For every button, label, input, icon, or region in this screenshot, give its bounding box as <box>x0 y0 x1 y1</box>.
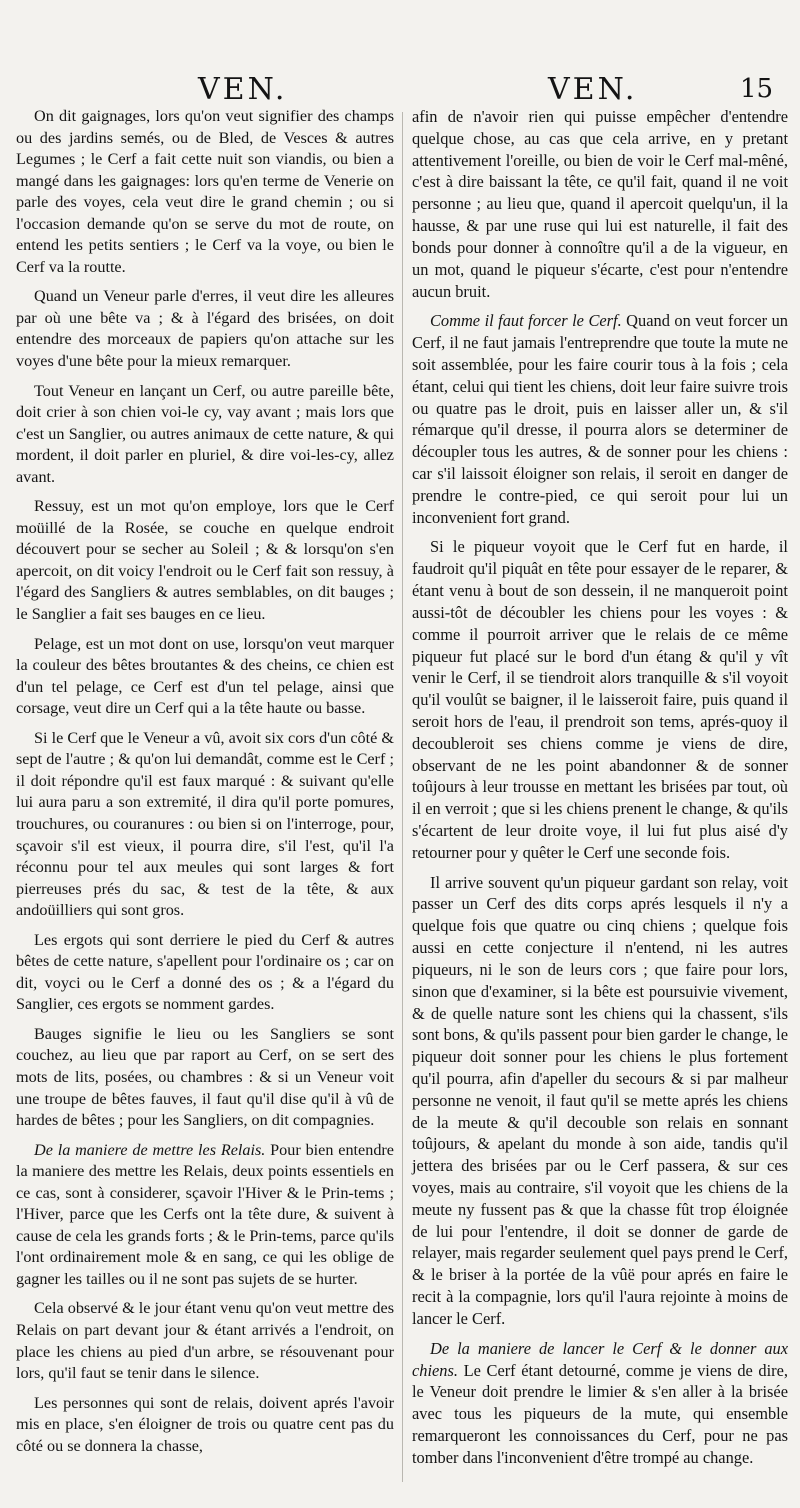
paragraph: Cela observé & le jour étant venu qu'on veut mettre des Relais on part devant jour & étant arrivés a l'endroit, on place les chiens au pied d'un arbre, se résouvenant pour lors, qu'il faut se tenir dans le silence. <box>16 1299 394 1383</box>
paragraph-forcer: Comme il faut forcer le Cerf. Quand on veut forcer un Cerf, il ne faut jamais l'entreprendre que toute la mute ne soit assemblée, pour les faire courir tous à la fois ; cela étant, celui qui tient les chiens, doit leur faire suivre trois ou quatre pas le droit, puis en laisser aller un, & s'il rémarque qu'il dresse, il pourra alors se determiner de découpler tous les autres, & de sonner pour les chiens : car s'il laissoit éloigner son relais, il seroit en danger de prendre le contre-pied, ce qui seroit pour lui un inconvenient fort grand. <box>412 311 788 527</box>
right-running-head: VEN. <box>548 72 638 107</box>
paragraph: Si le Cerf que le Veneur a vû, avoit six cors d'un côté & sept de l'autre ; & qu'on lui demandât, comme est le Cerf ; il doit répondre qu'il est faux marqué : & suivant qu'elle lui aura paru a son extremité, il dira qu'il porte pomures, trouchures, ou couranures : ou bien si on l'interroge, pour, sçavoir s'il est vieux, il pourra dire, s'il l'est, qu'il l'a réconnu pour tel aux meules qui sont larges & fort pierreuses prés du sac, & test de la tête, & aux andoüilliers qui sont gros. <box>16 728 394 920</box>
paragraph: Les personnes qui sont de relais, doivent aprés l'avoir mis en place, s'en éloigner de trois ou quatre cent pas du côté ou se donnera la chasse, <box>16 1393 394 1455</box>
paragraph: Tout Veneur en lançant un Cerf, ou autre pareille bête, doit crier à son chien voi-le cy, vay avant ; mais lors que c'est un Sanglier, ou autres animaux de cette nature, & qui mordent, il doit parler en pluriel, & dire voi-les-cy, allez avant. <box>16 381 394 486</box>
paragraph-lancer: De la maniere de lancer le Cerf & le donner aux chiens. Le Cerf étant detourné, comme je viens de dire, le Veneur doit prendre le limier & s'en aller à la brisée avec tous les piqueurs de la mute, qui ensemble remarqueront les connoissances du Cerf, pour ne pas tomber dans l'inconvenient d'être trompé au change. <box>412 1338 788 1467</box>
paragraph-relais: De la maniere de mettre les Relais. Pour bien entendre la maniere des mettre les Relais, deux points essentiels en ce cas, sont à considerer, sçavoir l'Hiver & le Prin-tems ; l'Hiver, parce que les Cerfs ont la tête dure, & suivent à cause de cela les grands forts ; & le Prin-tems, parce qu'ils l'ont ordinairement mole & en sang, ce qui les oblige de gagner les tailles ou il ne sont pas sujets de se hurter. <box>16 1140 394 1288</box>
right-column <box>412 106 788 1477</box>
paragraph: Bauges signifie le lieu ou les Sangliers se sont couchez, au lieu que par raport au Cerf, on se sert des mots de lits, posées, ou chambres : & si un Veneur voit une troupe de bêtes fauves, il faut qu'il dise qu'il à vû de hardes de bêtes ; pour les Sangliers, on dit compagnies. <box>16 1024 394 1130</box>
paragraph: Ressuy, est un mot qu'on employe, lors que le Cerf moüillé de la Rosée, se couche en quelque endroit découvert pour se secher au Soleil ; & & lorsqu'on s'en apercoit, on dit voicy l'endroit ou le Cerf fait son ressuy, à l'égard des Sangliers & autres semblables, on dit bauges ; le Sanglier a fait ses bauges en ce lieu. <box>16 497 394 624</box>
paragraph: On dit gaignages, lors qu'on veut signifier des champs ou des jardins semés, ou de Bled, de Vesces & autres Legumes ; le Cerf a fait cette nuit son viandis, ou bien a mangé dans les gaignages: lors qu'en terme de Venerie on parle des voyes, cela veut dire le grand chemin ; ou si l'occasion demande qu'on se serve du mot de route, on entend les petits sentiers ; le Cerf va la voye, ou bien le Cerf va la routte. <box>16 107 394 276</box>
paragraph: Les ergots qui sont derriere le pied du Cerf & autres bêtes de cette nature, s'apellent pour l'ordinaire os ; car on dit, voyci ou le Cerf a donné des os ; & a l'égard du Sanglier, ces ergots se nomment gardes. <box>16 930 394 1014</box>
section-heading: De la maniere de lancer le Cerf & le donner aux chiens. <box>412 1338 788 1380</box>
paragraph: Quand un Veneur parle d'erres, il veut dire les alleures par où une bête va ; & à l'égard des brisées, on doit entendre des morceaux de papiers qu'on attache sur les voyes d'une bête pour la mieux remarquer. <box>16 287 394 371</box>
paragraph: Pelage, est un mot dont on use, lorsqu'on veut marquer la couleur des bêtes broutantes & des cheins, ce chien est d'un tel pelage, ce Cerf est d'un tel pelage, ainsi que corsage, veut dire un Cerf qui a la tête haute ou basse. <box>16 634 394 718</box>
left-running-head: VEN. <box>198 72 288 107</box>
paragraph: Si le piqueur voyoit que le Cerf fut en harde, il faudroit qu'il piquât en tête pour essayer de le reparer, & étant venu à bout de son dessein, il ne manqueroit point aussi-tôt de découbler les chiens pour les voyes : & comme il pourroit arriver que le relais de ce même piqueur fut placé sur le bord d'un étang & qu'il y vît venir le Cerf, il se tiendroit alors tranquille & s'il voyoit qu'il voulût se baigner, il le laisseroit faire, puis quand il seroit hors de l'eau, il prendroit son tems, aprés-quoy il decoubleroit ses chiens comme je viens de dire, observant de ne les point abandonner & de sonner toûjours à leur trousse en mettant les brisées par tout, où il en verroit ; que si les chiens prenent le change, & qu'ils s'écartent de leur droite voye, il lui fut plus aisé d'y retourner pour y quêter le Cerf une seconde fois. <box>412 537 788 862</box>
paragraph: Il arrive souvent qu'un piqueur gardant son relay, voit passer un Cerf des dits corps aprés lesquels il n'y a quelque fois que quatre ou cinq chiens ; quelque fois aussi en cette conjecture il n'entend, ni les autres piqueurs, ni le son de leurs cors ; que faire pour lors, sinon que d'examiner, si la bête est poursuivie vivement, & de quelle nature sont les chiens qui la chassent, s'ils sont bons, & qu'ils passent pour bien garder le change, le piqueur doit sonner pour les chiens le plus fortement qu'il pourra, afin d'apeller du secours & si par malheur personne ne venoit, il faut qu'il se mette aprés les chiens de la meute & qu'il decouble son relais en sonnant toûjours, & apelant du monde à son aide, tandis qu'il jettera des brisées par ou le Cerf passera, & sur ces voyes, mais au contraire, s'il voyoit que les chiens de la meute ny fussent pas & que la chasse fût trop éloignée de lui pour l'entendre, il doit se donner de garde de relayer, mais regarder seulement quel pays prend le Cerf, & le briser à la portée de la vûë pour aprés en faire le recit à la compagnie, lors qu'il l'aura rejointe à moins de lancer le Cerf. <box>412 872 788 1328</box>
section-heading: De la maniere de mettre les Relais. <box>34 1140 266 1159</box>
paragraph-continued: afin de n'avoir rien qui puisse empêcher d'entendre quelque chose, au cas que cela arrive, en y pretant attentivement l'oreille, ou bien de voir le Cerf mal-mêné, c'est à dire baissant la tête, ce qu'il fait, quand il ne voit personne ; au lieu que, quand il apercoit quelqu'un, il la hausse, & par une ruse qui lui est naturelle, il fait des bonds pour donner à connoître qu'il a de la vigueur, en un mot, quand le piqueur s'écarte, c'est pour n'entendre aucun bruit. <box>412 107 788 301</box>
left-column <box>16 106 394 1465</box>
section-heading: Comme il faut forcer le Cerf. <box>430 311 622 331</box>
page-number: 15 <box>740 74 774 104</box>
column-divider <box>402 112 403 1482</box>
